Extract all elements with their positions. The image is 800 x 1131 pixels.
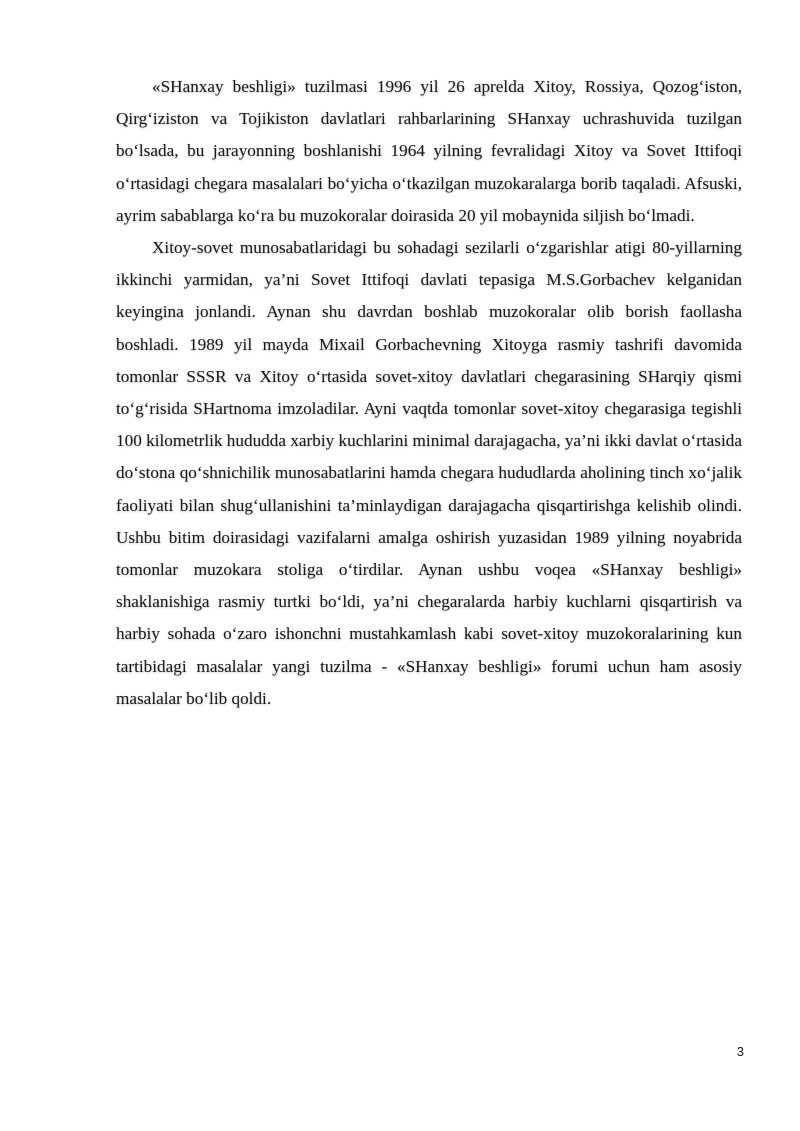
document-body <box>116 71 742 715</box>
page-number: 3 <box>736 1044 744 1059</box>
paragraph-1: «SHanxay beshligi» tuzilmasi 1996 yil 26 aprelda Xitoy, Rossiya, Qozog‘iston, Qirg‘iziston va Tojikiston davlatlari rahbarlarining SHanxay uchrashuvida tuzilgan bo‘lsada, bu jarayonning boshlanishi 1964 yilning fevralidagi Xitoy va Sovet Ittifoqi o‘rtasidagi chegara masalalari bo‘yicha o‘tkazilgan muzokaralarga borib taqaladi. Afsuski, ayrim sabablarga ko‘ra bu muzokoralar doirasida 20 yil mobaynida siljish bo‘lmadi. <box>116 77 742 225</box>
paragraph-2: Xitoy-sovet munosabatlaridagi bu sohadagi sezilarli o‘zgarishlar atigi 80-yillarning ikkinchi yarmidan, ya’ni Sovet Ittifoqi davlati tepasiga M.S.Gorbachev kelganidan keyingina jonlandi. Aynan shu davrdan boshlab muzokoralar olib borish faollasha boshladi. 1989 yil mayda Mixail Gorbachevning Xitoyga rasmiy tashrifi davomida tomonlar SSSR va Xitoy o‘rtasida sovet-xitoy davlatlari chegarasining SHarqiy qismi to‘g‘risida SHartnoma imzoladilar. Ayni vaqtda tomonlar sovet-xitoy chegarasiga tegishli 100 kilometrlik hududda xarbiy kuchlarini minimal darajagacha, ya’ni ikki davlat o‘rtasida do‘stona qo‘shnichilik munosabatlarini hamda chegara hududlarda aholining tinch xo‘jalik faoliyati bilan shug‘ullanishini ta’minlaydigan darajagacha qisqartirishga kelishib olindi. Ushbu bitim doirasidagi vazifalarni amalga oshirish yuzasidan 1989 yilning noyabrida tomonlar muzokara stoliga o‘tirdilar. Aynan ushbu voqea «SHanxay beshligi» shaklanishiga rasmiy turtki bo‘ldi, ya’ni chegaralarda harbiy kuchlarni qisqartirish va harbiy sohada o‘zaro ishonchni mustahkamlash kabi sovet-xitoy muzokoralarining kun tartibidagi masalalar yangi tuzilma - «SHanxay beshligi» forumi uchun ham asosiy masalalar bo‘lib qoldi. <box>116 238 742 708</box>
